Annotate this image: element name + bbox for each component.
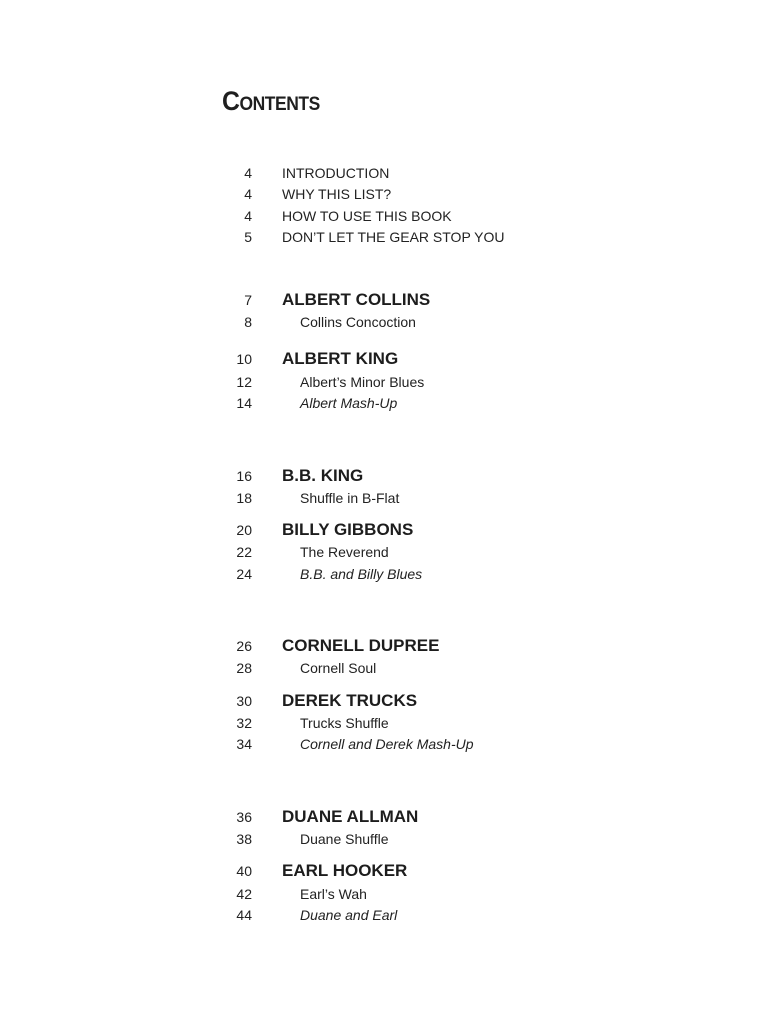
song-title: Trucks Shuffle (300, 715, 389, 731)
page-number: 20 (236, 522, 252, 538)
mashup-title: Duane and Earl (300, 907, 398, 923)
song-title: Duane Shuffle (300, 831, 389, 847)
page-number: 34 (236, 736, 252, 752)
song-title: Albert’s Minor Blues (300, 374, 425, 390)
song-title: Shuffle in B-Flat (300, 490, 400, 506)
mashup-title: Cornell and Derek Mash-Up (300, 736, 474, 752)
toc-song-entry[interactable] (0, 828, 768, 850)
artist-name: DUANE ALLMAN (282, 807, 419, 826)
page-title: Contents (222, 86, 320, 116)
song-title: Earl’s Wah (300, 886, 367, 902)
page-number: 44 (236, 907, 252, 923)
toc-mashup-entry[interactable] (0, 904, 768, 926)
toc-artist-entry[interactable] (0, 860, 768, 882)
artist-name: ALBERT COLLINS (282, 290, 431, 309)
artist-name: ALBERT KING (282, 349, 399, 368)
page-number: 16 (236, 468, 252, 484)
page-number: 38 (236, 831, 252, 847)
page-number: 14 (236, 395, 252, 411)
toc-song-entry[interactable] (0, 883, 768, 905)
page-number: 32 (236, 715, 252, 731)
toc-artist-entry[interactable] (0, 806, 768, 828)
toc-song-entry[interactable] (0, 487, 768, 509)
toc-artist-entry[interactable] (0, 465, 768, 487)
page-number: 4 (244, 208, 252, 224)
page-number: 5 (244, 229, 252, 245)
entry-label: HOW TO USE THIS BOOK (282, 208, 452, 224)
page-number: 4 (244, 165, 252, 181)
toc-song-entry[interactable] (0, 657, 768, 679)
artist-name: DEREK TRUCKS (282, 691, 418, 710)
toc-intro-entry[interactable] (0, 183, 768, 205)
artist-name: CORNELL DUPREE (282, 636, 440, 655)
toc-artist-entry[interactable] (0, 690, 768, 712)
toc-intro-entry[interactable] (0, 162, 768, 184)
page-number: 4 (244, 186, 252, 202)
page-number: 22 (236, 544, 252, 560)
toc-artist-entry[interactable] (0, 348, 768, 370)
page-number: 26 (236, 638, 252, 654)
toc-mashup-entry[interactable] (0, 733, 768, 755)
artist-name: BILLY GIBBONS (282, 520, 414, 539)
song-title: Collins Concoction (300, 314, 416, 330)
page-number: 28 (236, 660, 252, 676)
page-number: 8 (244, 314, 252, 330)
toc-mashup-entry[interactable] (0, 563, 768, 585)
toc-mashup-entry[interactable] (0, 392, 768, 414)
toc-intro-entry[interactable] (0, 205, 768, 227)
toc-intro-entry[interactable] (0, 226, 768, 248)
toc-artist-entry[interactable] (0, 635, 768, 657)
page-number: 7 (244, 292, 252, 308)
entry-label: DON’T LET THE GEAR STOP YOU (282, 229, 505, 245)
mashup-title: B.B. and Billy Blues (300, 566, 423, 582)
entry-label: INTRODUCTION (282, 165, 390, 181)
page-number: 10 (236, 351, 252, 367)
toc-song-entry[interactable] (0, 311, 768, 333)
page-number: 12 (236, 374, 252, 390)
toc-artist-entry[interactable] (0, 289, 768, 311)
page-number: 30 (236, 693, 252, 709)
page-number: 36 (236, 809, 252, 825)
page-number: 18 (236, 490, 252, 506)
song-title: The Reverend (300, 544, 389, 560)
page-number: 40 (236, 863, 252, 879)
page-number: 42 (236, 886, 252, 902)
toc-song-entry[interactable] (0, 712, 768, 734)
toc-artist-entry[interactable] (0, 519, 768, 541)
entry-label: WHY THIS LIST? (282, 186, 392, 202)
artist-name: B.B. KING (282, 466, 364, 485)
toc-song-entry[interactable] (0, 541, 768, 563)
artist-name: EARL HOOKER (282, 861, 408, 880)
toc-song-entry[interactable] (0, 371, 768, 393)
mashup-title: Albert Mash-Up (300, 395, 398, 411)
song-title: Cornell Soul (300, 660, 377, 676)
page-number: 24 (236, 566, 252, 582)
